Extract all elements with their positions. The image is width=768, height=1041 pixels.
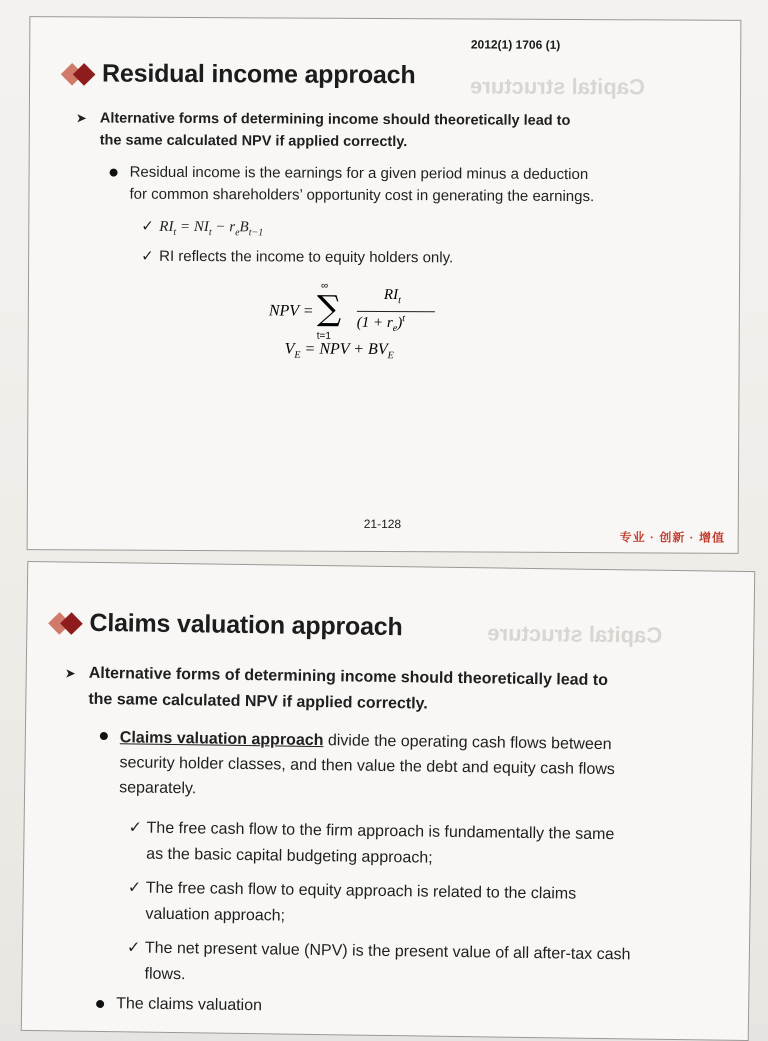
- slide-claims-valuation: [21, 561, 755, 1041]
- checkmark-icon: ✓: [141, 247, 154, 265]
- dot-bullet-icon: [96, 1000, 104, 1008]
- slide-title-row: [58, 59, 415, 90]
- slide-title: Residual income approach: [102, 59, 416, 90]
- sub-point: Claims valuation approach divide the operating cash flows between security holder classes, and then value the debt and equity cash flows separately.: [119, 725, 740, 809]
- arrow-bullet-icon: ➤: [75, 110, 87, 126]
- main-point: ➤ Alternative forms of determining income should theoretically lead to the same calculated NPV if applied correctly.: [88, 661, 739, 722]
- ghost-text: Capital structure: [469, 73, 645, 100]
- sub-point-truncated: The claims valuation: [116, 993, 262, 1017]
- page-number: 21-128: [363, 516, 402, 532]
- slide-reference: 2012(1) 1706 (1): [470, 37, 561, 52]
- check-item-fcfe: ✓ The free cash flow to equity approach is related to the claims valuation approach;: [145, 876, 736, 936]
- sub-point: Residual income is the earnings for a given period minus a deduction for common shareholders’ opportunity cost in generating the earnings.: [129, 162, 719, 209]
- summation-icon: ∑: [316, 288, 342, 329]
- dot-bullet-icon: [100, 732, 108, 740]
- checkmark-icon: ✓: [127, 879, 142, 897]
- checkmark-icon: ✓: [126, 939, 141, 957]
- dot-bullet-icon: [110, 169, 118, 177]
- slide-residual-income: [27, 16, 742, 554]
- slide-title-row: [45, 608, 403, 642]
- ghost-text: Capital structure: [487, 620, 663, 648]
- key-term: Claims valuation approach: [119, 729, 324, 750]
- check-item-ri-formula: ✓ $RI_t = NI_t - r_eB_{t-1}$: [141, 217, 264, 239]
- checkmark-icon: ✓: [141, 217, 154, 235]
- ve-formula: $V_E$ = NPV + $BV_E$: [284, 340, 394, 362]
- diamond-bullet-icon: [58, 61, 102, 87]
- diamond-bullet-icon: [45, 610, 89, 637]
- check-item-fcff: ✓ The free cash flow to the firm approach is fundamentally the same as the basic capital budgeting approach;: [146, 816, 737, 876]
- check-item-ri-equity: ✓ RI reflects the income to equity holders only.: [141, 247, 454, 267]
- arrow-bullet-icon: ➤: [64, 665, 76, 681]
- main-point: ➤ Alternative forms of determining income should theoretically lead to the same calculated NPV if applied correctly.: [100, 108, 720, 155]
- checkmark-icon: ✓: [128, 819, 143, 837]
- npv-formula: NPV = ∞ ∑ t=1 $RI_t$ $(1 + r_e)^t$: [269, 280, 529, 371]
- slide-title: Claims valuation approach: [89, 608, 403, 642]
- brand-slogan: 专业 · 创新 · 增值: [619, 530, 726, 545]
- check-item-npv: ✓ The net present value (NPV) is the present value of all after-tax cash flows.: [144, 936, 735, 996]
